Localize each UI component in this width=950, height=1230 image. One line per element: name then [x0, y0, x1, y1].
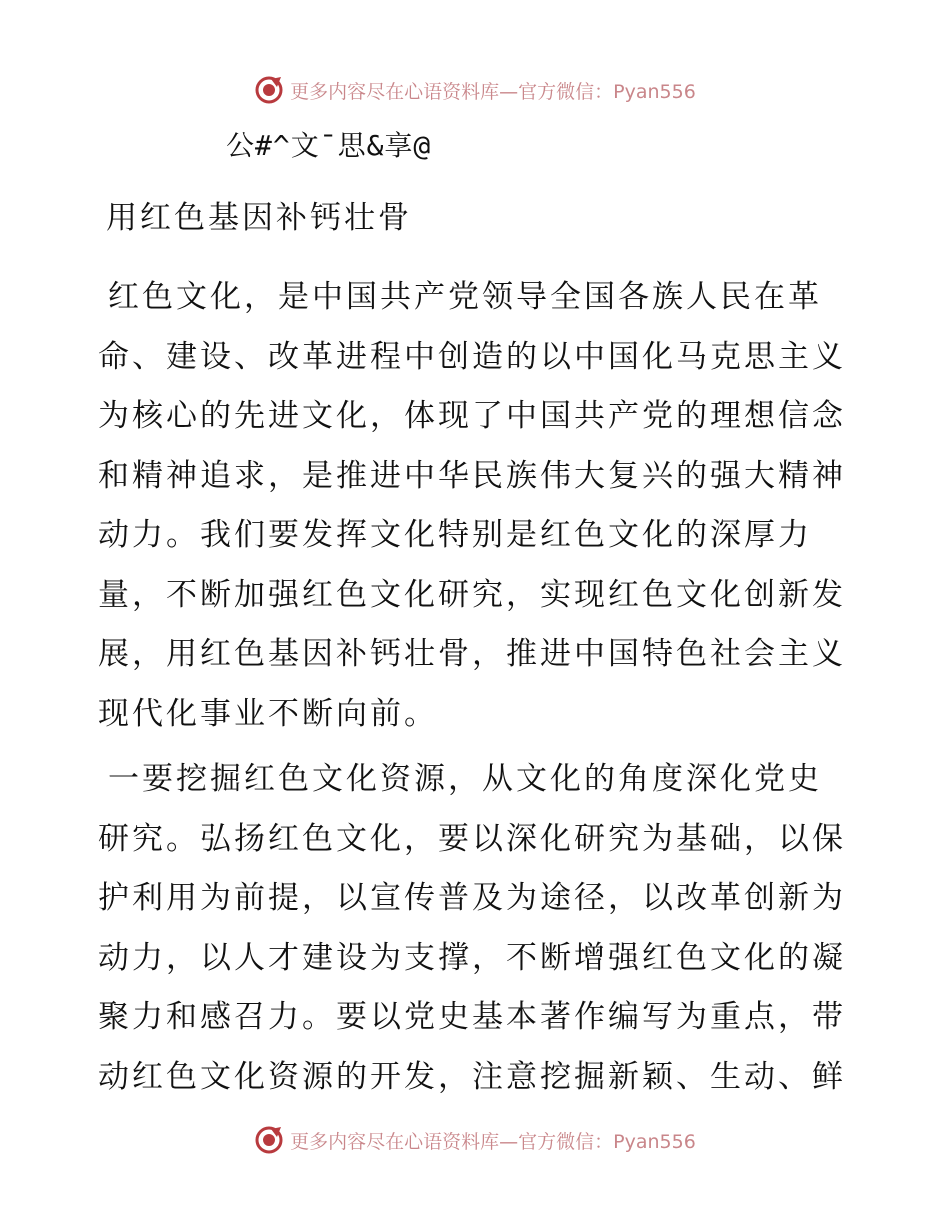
paragraph-2	[98, 750, 850, 1107]
paragraph-line: 命、建设、改革进程中创造的以中国化马克思主义	[98, 338, 846, 375]
paragraph-line: 为核心的先进文化，体现了中国共产党的理想信念	[98, 398, 846, 434]
header-banner	[0, 70, 950, 110]
banner-text: 更多内容尽在心语资料库—官方微信：Pyan556	[290, 80, 696, 103]
paragraph-line: 量，不断加强红色文化研究，实现红色文化创新发	[98, 576, 846, 613]
paragraph-1	[98, 268, 850, 744]
paragraph-line: 现代化事业不断向前。	[98, 695, 438, 732]
paragraph-line: 护利用为前提，以宣传普及为途径，以改革创新为	[98, 880, 846, 916]
paragraph-line: 一要挖掘红色文化资源，从文化的角度深化党史	[108, 761, 822, 797]
article-heading: 用红色基因补钙壮骨	[106, 200, 412, 236]
paragraph-line: 聚力和感召力。要以党史基本著作编写为重点，带	[98, 999, 846, 1035]
paragraph-line: 动力，以人才建设为支撑，不断增强红色文化的凝	[98, 939, 846, 976]
paragraph-line: 动力。我们要发挥文化特别是红色文化的深厚力	[98, 517, 812, 553]
footer-banner	[0, 1120, 950, 1160]
paragraph-line: 研究。弘扬红色文化，要以深化研究为基础，以保	[98, 820, 846, 857]
red-seal-pen-icon	[254, 1125, 284, 1155]
paragraph-line: 动红色文化资源的开发，注意挖掘新颖、生动、鲜	[98, 1058, 846, 1095]
banner-text: 更多内容尽在心语资料库—官方微信：Pyan556	[290, 1130, 696, 1153]
paragraph-line: 红色文化，是中国共产党领导全国各族人民在革	[108, 279, 822, 315]
paragraph-line: 展，用红色基因补钙壮骨，推进中国特色社会主义	[98, 636, 846, 672]
red-seal-pen-icon	[254, 75, 284, 105]
page-title: 公#^文¯思&享@	[226, 129, 432, 162]
paragraph-line: 和精神追求，是推进中华民族伟大复兴的强大精神	[98, 457, 846, 494]
